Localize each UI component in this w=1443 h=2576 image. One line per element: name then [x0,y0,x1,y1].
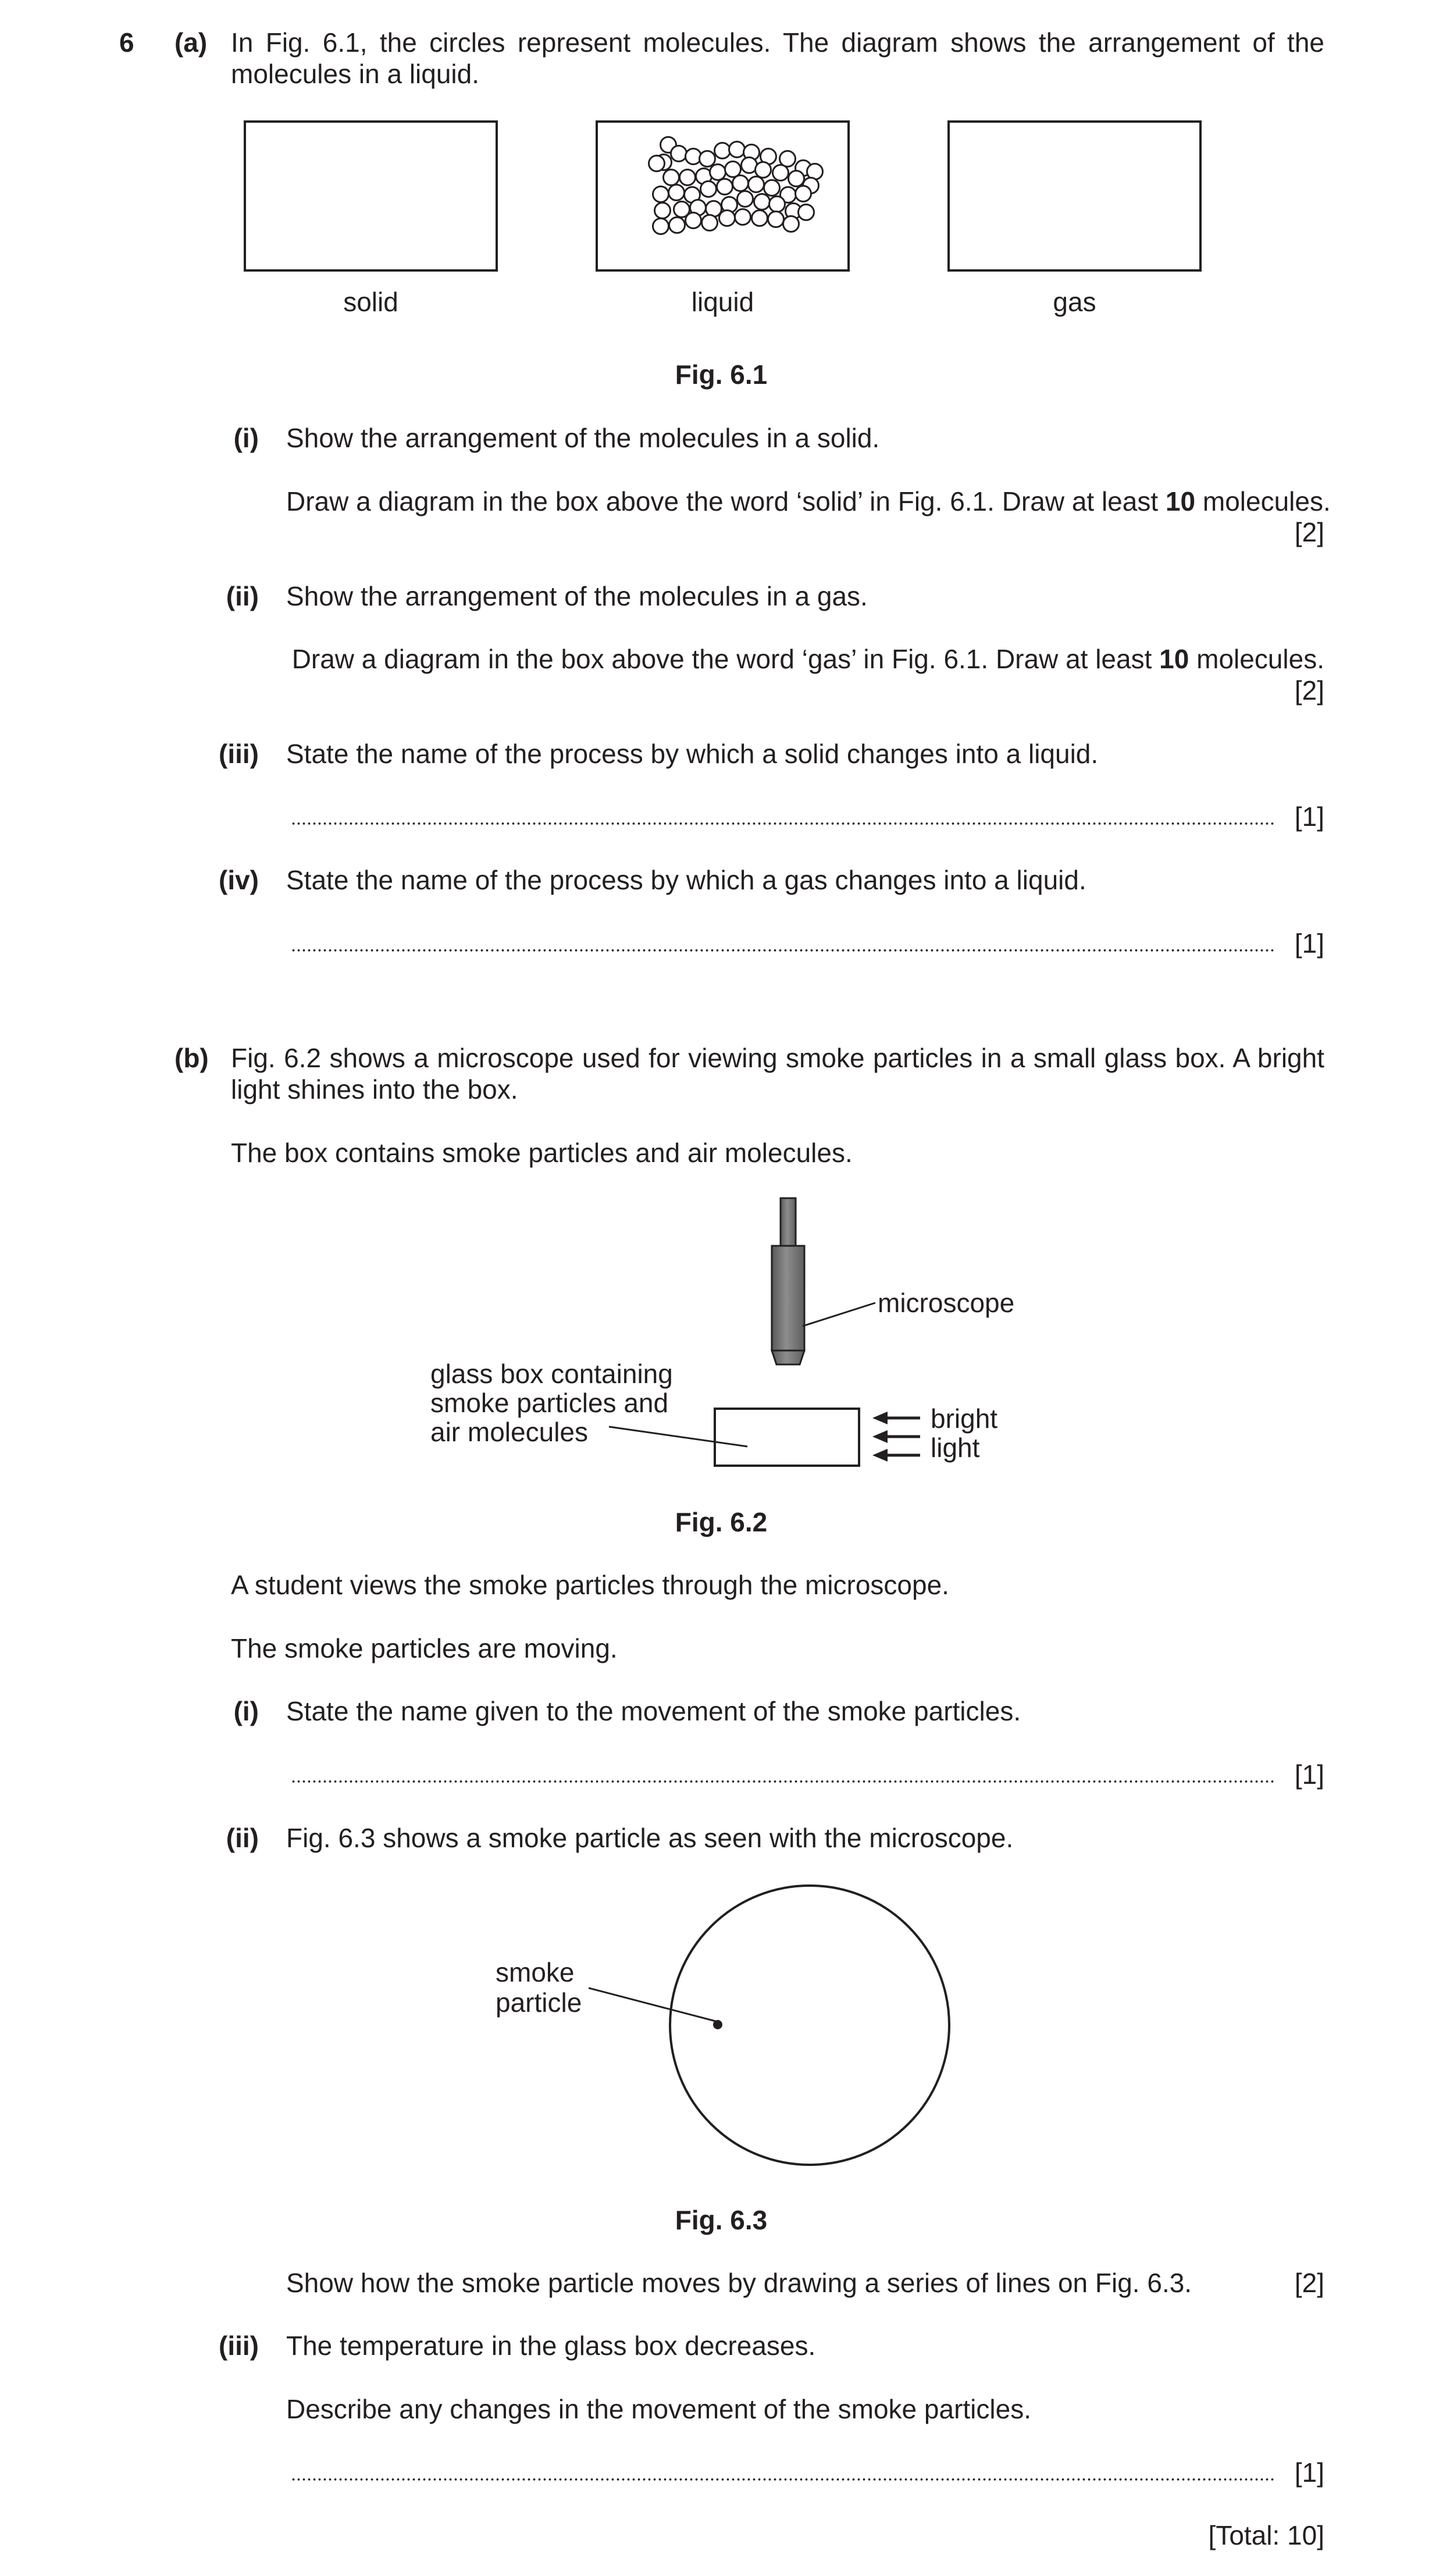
fig-6-2-caption: Fig. 6.2 [675,1507,768,1537]
part-a-iii-label: (iii) [219,739,259,769]
part-a-label: (a) [174,27,208,58]
part-b-intro-line2: light shines into the box. [231,1074,518,1104]
molecule-icon [686,149,701,165]
molecule-icon [701,181,717,197]
part-b-iii-text: The temperature in the glass box decreases. [286,2331,816,2361]
part-a-intro-line2: molecules in a liquid. [231,59,480,89]
molecule-icon [729,142,745,158]
part-b-label: (b) [174,1043,209,1073]
part-b-text1: A student views the smoke particles through the microscope. [231,1570,949,1600]
part-b-i-text: State the name given to the movement of the smoke particles. [286,1696,1021,1726]
molecule-icon [749,177,764,193]
part-b-ii-marks: [2] [1294,2268,1324,2298]
molecule-icon [789,171,804,187]
part-a-ii-marks: [2] [1294,675,1324,706]
fig-6-1-caption: Fig. 6.1 [675,359,768,390]
molecule-icon [719,211,735,226]
part-a-i-instruction: Draw a diagram in the box above the word ‘solid’ in Fig. 6.1. Draw at least 10 molecules. [286,486,1331,516]
microscope-view-circle [670,1886,949,2165]
molecule-icon [737,191,753,207]
molecule-icon [756,162,771,178]
molecule-icon [799,205,814,220]
part-b-ii-instruction: Show how the smoke particle moves by drawing a series of lines on Fig. 6.3. [286,2268,1192,2298]
part-a-iv-marks: [1] [1294,928,1324,959]
molecule-icon [768,212,784,227]
liquid-box [596,120,850,272]
molecule-icon [733,176,749,191]
molecule-icon [702,215,718,231]
molecule-icon [653,187,669,202]
part-a-intro-line1: In Fig. 6.1, the circles represent molecules. The diagram shows the arrangement of the [231,27,1324,58]
microscope-label: microscope [878,1288,1015,1318]
molecule-icon [664,170,679,186]
molecule-icon [717,179,733,195]
gas-label: gas [1053,287,1096,317]
solid-label: solid [343,287,398,317]
part-b-iii-label: (iii) [219,2331,259,2361]
glass-box-leader-line [609,1427,747,1446]
molecule-icon [715,143,731,159]
bright-light-label-line2: light [931,1433,980,1463]
molecule-icon [764,180,780,196]
part-a-iii-text: State the name of the process by which a solid changes into a liquid. [286,739,1099,769]
liquid-molecules [596,120,850,272]
microscope-leader-line [803,1303,875,1326]
part-a-i-marks: [2] [1294,517,1324,547]
part-b-ii-text: Fig. 6.3 shows a smoke particle as seen with the microscope. [286,1823,1014,1853]
molecule-icon [653,219,669,234]
part-a-iii-marks: [1] [1294,801,1324,832]
gas-box [947,120,1202,272]
microscope-icon [772,1198,804,1364]
part-b-ii-label: (ii) [226,1823,259,1853]
glass-box-label-line3: air molecules [430,1417,588,1447]
molecule-icon [669,218,685,233]
smoke-particle-label-line2: particle [496,1987,582,2018]
smoke-particle-label-line1: smoke [496,1957,575,1987]
part-a-i-text: Show the arrangement of the molecules in a solid. [286,423,880,453]
part-a-ii-instruction: Draw a diagram in the box above the word ‘gas’ in Fig. 6.1. Draw at least 10 molecules. [291,644,1324,674]
part-a-iv-label: (iv) [219,865,259,895]
liquid-label: liquid [691,287,754,317]
part-a-iv-text: State the name of the process by which a gas changes into a liquid. [286,865,1086,895]
part-b-intro-line3: The box contains smoke particles and air molecules. [231,1138,853,1168]
glass-box-label-line1: glass box containing [430,1359,673,1389]
molecule-icon [686,213,701,229]
molecule-icon [735,209,751,225]
molecule-icon [783,216,799,232]
part-a-i-label: (i) [233,423,259,453]
part-b-intro-line1: Fig. 6.2 shows a microscope used for viewing smoke particles in a small glass box. A bright [231,1043,1324,1073]
molecule-icon [754,194,770,210]
molecule-icon [710,165,726,180]
part-b-iii-instruction: Describe any changes in the movement of the smoke particles. [286,2394,1031,2424]
molecule-icon [752,211,768,226]
molecule-icon [700,151,715,167]
glass-box [715,1409,859,1466]
molecule-icon [669,185,685,201]
smoke-particle-dot [713,2020,722,2029]
total-marks: [Total: 10] [1208,2520,1324,2550]
part-a-iii-answer-line[interactable] [291,822,1274,825]
part-b-i-marks: [1] [1294,1759,1324,1790]
part-b-i-answer-line[interactable] [291,1780,1274,1783]
glass-box-label-line2: smoke particles and [430,1388,669,1418]
part-b-text2: The smoke particles are moving. [231,1633,618,1663]
molecule-icon [769,197,785,212]
molecule-icon [655,203,671,219]
molecule-icon [671,146,687,162]
part-a-ii-label: (ii) [226,581,259,611]
part-a-iv-answer-line[interactable] [291,949,1274,952]
bright-light-label-line1: bright [931,1403,998,1434]
molecule-icon [649,156,665,172]
question-number: 6 [119,27,134,58]
part-b-i-label: (i) [233,1696,259,1726]
light-arrows [872,1412,920,1462]
molecule-icon [773,165,789,181]
part-b-iii-answer-line[interactable] [291,2478,1274,2481]
molecule-icon [680,170,696,186]
fig-6-3-caption: Fig. 6.3 [675,2205,768,2235]
part-a-ii-text: Show the arrangement of the molecules in a gas. [286,581,868,611]
smoke-particle-leader-line [589,1988,715,2021]
solid-box [244,120,498,272]
part-b-iii-marks: [1] [1294,2457,1324,2488]
molecule-icon [796,186,811,202]
